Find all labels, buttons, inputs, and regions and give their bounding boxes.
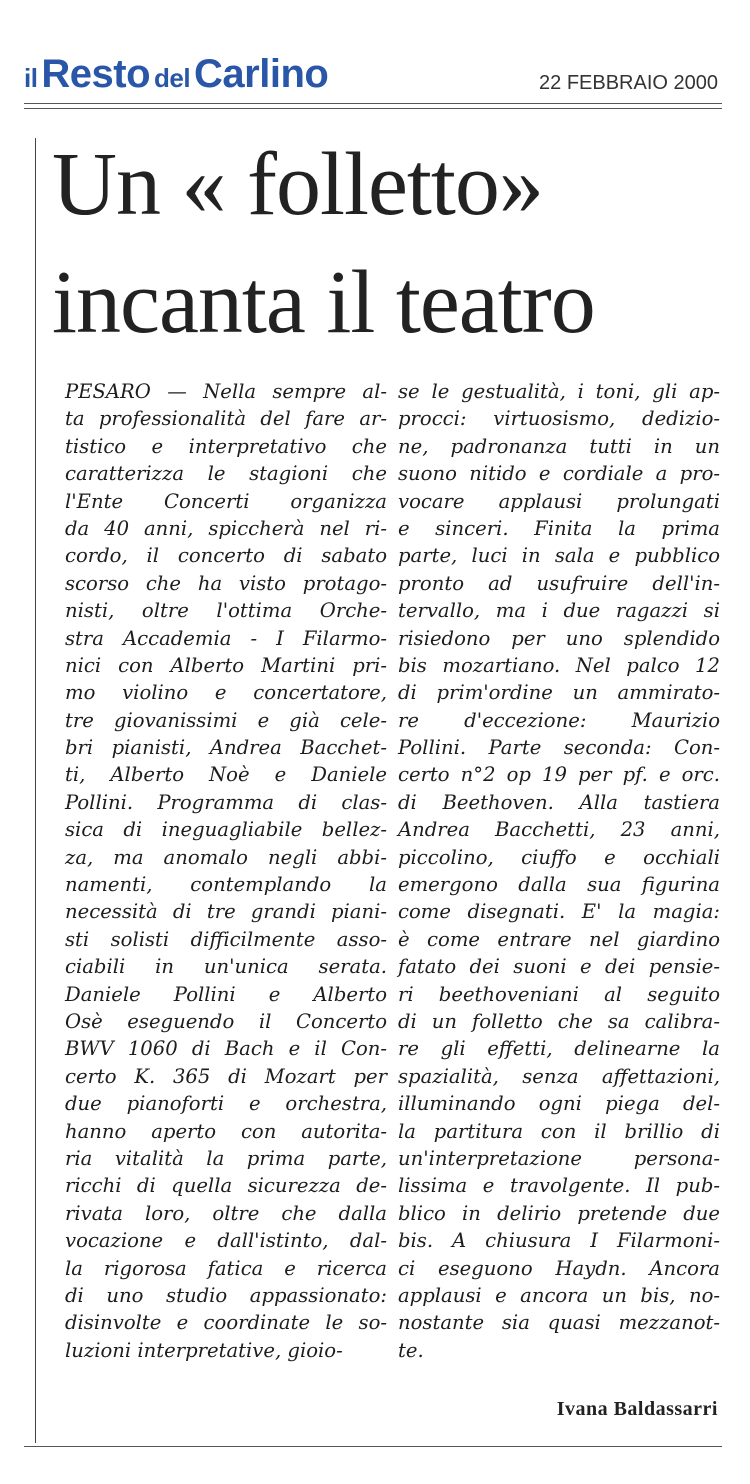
article-line: lissima e travolgente. Il pub-: [398, 1174, 720, 1198]
article-line: se le gestualità, i toni, gli ap-: [398, 380, 720, 403]
article-line: spazialità, senza affettazioni,: [398, 1064, 720, 1088]
article-line: hanno aperto con autorita-: [65, 1119, 387, 1143]
article-line: due pianoforti e orchestra,: [65, 1092, 387, 1116]
article-line: ti, Alberto Noè e Daniele: [65, 763, 387, 787]
masthead: [0, 0, 750, 112]
article-line: vocare applausi prolungati: [398, 489, 720, 513]
article-line: blico in delirio pretende due: [398, 1201, 720, 1225]
article-line: Daniele Pollini e Alberto: [65, 982, 387, 1006]
article-line: ricchi di quella sicurezza de-: [65, 1174, 387, 1198]
article-line: un'interpretazione persona-: [398, 1146, 720, 1170]
article-column-1: [65, 378, 387, 1364]
article-line: di Beethoven. Alla tastiera: [398, 790, 720, 814]
article-line: necessità di tre grandi piani-: [65, 900, 387, 924]
headline: [52, 126, 742, 362]
article-line: ci eseguono Haydn. Ancora: [398, 1256, 720, 1280]
article-line: za, ma anomalo negli abbi-: [65, 845, 387, 869]
logo-word-resto: Resto: [41, 52, 151, 96]
article-line: nici con Alberto Martini pri-: [65, 653, 387, 677]
article-line: scorso che ha visto protago-: [65, 571, 387, 595]
article-line: stra Accademia - I Filarmo-: [65, 626, 387, 650]
article-line: nostante sia quasi mezzanot-: [398, 1311, 720, 1335]
article-line: piccolino, ciuffo e occhiali: [398, 845, 720, 869]
article-line: tre giovanissimi e già cele-: [65, 708, 387, 732]
article-line: disinvolte e coordinate le so-: [65, 1311, 387, 1335]
bottom-rule: [24, 1446, 722, 1447]
article-line: Pollini. Programma di clas-: [65, 790, 387, 814]
top-rule: [24, 103, 722, 104]
article-line: fatato dei suoni e dei pensie-: [398, 955, 720, 979]
headline-line: incanta il teatro: [52, 253, 595, 352]
article-line: re d'eccezione: Maurizio: [398, 708, 720, 732]
article-line: Osè eseguendo il Concerto: [65, 1009, 387, 1033]
publication-date: 22 FEBBRAIO 2000: [539, 72, 718, 94]
article-line: parte, luci in sala e pubblico: [398, 544, 720, 568]
article-line: ria vitalità la prima parte,: [65, 1146, 387, 1170]
article-line: procci: virtuosismo, dedizio-: [398, 407, 720, 431]
article-line: te.: [398, 1338, 424, 1362]
article-line: nisti, oltre l'ottima Orche-: [65, 599, 387, 623]
headline-line: Un « folletto»: [52, 135, 543, 234]
article-line: PESARO — Nella sempre al-: [65, 380, 387, 403]
article-line: l'Ente Concerti organizza: [65, 489, 387, 513]
article-line: tistico e interpretativo che: [65, 434, 387, 458]
article-line: BWV 1060 di Bach e il Con-: [65, 1037, 387, 1061]
top-rule-second: [24, 108, 722, 109]
article-line: bri pianisti, Andrea Bacchet-: [65, 736, 387, 760]
article-line: suono nitido e cordiale a pro-: [398, 462, 720, 486]
article-line: certo n°2 op 19 per pf. e orc.: [398, 763, 720, 787]
article-line: sica di ineguagliabile bellez-: [65, 818, 387, 842]
article-column-2: [398, 378, 720, 1364]
article-line: re gli effetti, delinearne la: [398, 1037, 720, 1061]
article-line: ne, padronanza tutti in un: [398, 434, 720, 458]
newspaper-logo: [24, 52, 328, 97]
article-line: la partitura con il brillio di: [398, 1119, 720, 1143]
article-line: da 40 anni, spiccherà nel ri-: [65, 516, 387, 540]
article-line: luzioni interpretative, gioio-: [65, 1338, 343, 1362]
article-line: applausi e ancora un bis, no-: [398, 1283, 720, 1307]
article-line: risiedono per uno splendido: [398, 626, 720, 650]
article-line: mo violino e concertatore,: [65, 681, 387, 705]
article-line: e sinceri. Finita la prima: [398, 516, 720, 540]
article-line: vocazione e dall'istinto, dal-: [65, 1229, 387, 1253]
logo-prefix: il: [24, 63, 38, 93]
article-line: Pollini. Parte seconda: Con-: [398, 736, 720, 760]
article-line: di uno studio appassionato:: [65, 1283, 387, 1307]
article-line: è come entrare nel giardino: [398, 927, 720, 951]
article-line: bis. A chiusura I Filarmoni-: [398, 1229, 720, 1253]
article-line: tervallo, ma i due ragazzi si: [398, 599, 720, 623]
article-line: caratterizza le stagioni che: [65, 462, 387, 486]
article-line: di un folletto che sa calibra-: [398, 1009, 720, 1033]
article-line: come disegnati. E' la magia:: [398, 900, 720, 924]
article-line: rivata loro, oltre che dalla: [65, 1201, 387, 1225]
author-byline: Ivana Baldassarri: [556, 1398, 718, 1420]
article-line: namenti, contemplando la: [65, 873, 387, 897]
article-line: ta professionalità del fare ar-: [65, 407, 387, 431]
article-line: ciabili in un'unica serata.: [65, 955, 387, 979]
article-line: emergono dalla sua figurina: [398, 873, 720, 897]
article-line: bis mozartiano. Nel palco 12: [398, 653, 720, 677]
article-line: cordo, il concerto di sabato: [65, 544, 387, 568]
article-line: la rigorosa fatica e ricerca: [65, 1256, 387, 1280]
article-line: di prim'ordine un ammirato-: [398, 681, 720, 705]
left-column-rule: [35, 138, 36, 1443]
article-line: certo K. 365 di Mozart per: [65, 1064, 387, 1088]
logo-word-carlino: Carlino: [194, 52, 329, 96]
logo-mid: del: [154, 63, 191, 93]
article-line: pronto ad usufruire dell'in-: [398, 571, 720, 595]
article-line: Andrea Bacchetti, 23 anni,: [398, 818, 720, 842]
article-line: illuminando ogni piega del-: [398, 1092, 720, 1116]
article-line: ri beethoveniani al seguito: [398, 982, 720, 1006]
article-line: sti solisti difficilmente asso-: [65, 927, 387, 951]
